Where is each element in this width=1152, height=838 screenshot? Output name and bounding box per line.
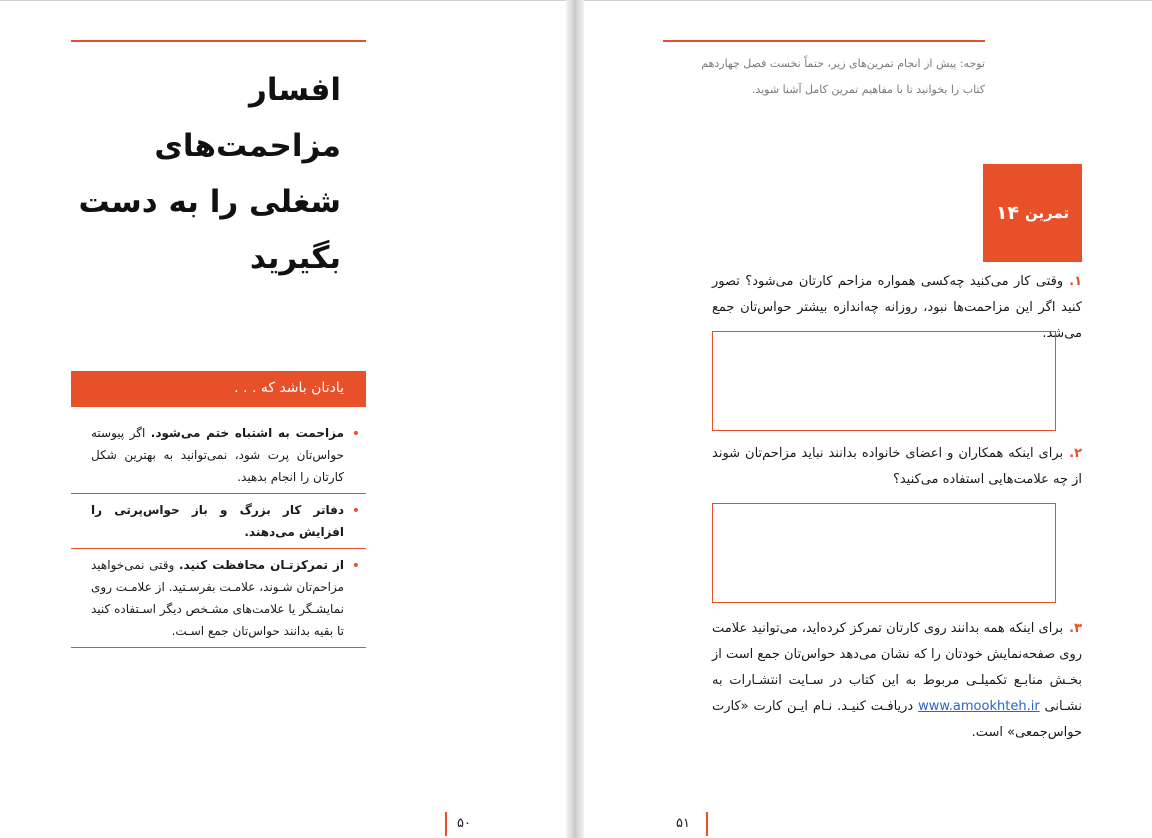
book-gutter [566, 0, 584, 838]
top-accent-rule [663, 40, 985, 42]
page-number: ۵۱ [662, 812, 708, 836]
list-item [71, 549, 366, 648]
bullet-icon: • [351, 558, 360, 574]
question-text: برای اینکه همه بدانند روی کارتان تمرکز کرده‌اید، می‌توانید علامت روی صفحه‌نمایش خودتان را که نشان می‌دهد حواس‌تان جمع است از بخـش منابـع تکمیلـی مربوط به این کتاب در سـایت انتشـارات به نشـانی [711, 621, 1082, 714]
question-3 [712, 616, 1082, 746]
bullet-icon: • [351, 426, 360, 442]
website-link[interactable]: www.amookhteh.ir [918, 699, 1040, 714]
remember-header: یادتان باشد که . . . [71, 371, 366, 407]
question-number: ۱. [1069, 274, 1082, 289]
item-text: اگر پیوسته حواس‌تان پرت شود، نمی‌توانید به بهترین شکل کارتان را انجام بدهید. [91, 426, 344, 484]
page-number: ۵۰ [445, 812, 491, 836]
question-text: وقتی کار می‌کنید چه‌کسی همواره مزاحم کارتان می‌شود؟ تصور کنید اگر این مزاحمت‌ها نبود، روزانه چه‌اندازه بیشتر حواس‌تان جمع می‌شد. [712, 274, 1082, 341]
bullet-icon: • [351, 503, 360, 519]
top-accent-rule [71, 40, 366, 42]
answer-box-2[interactable] [712, 503, 1056, 603]
right-page-edge [584, 0, 1152, 1]
exercise-badge [983, 164, 1082, 262]
left-page-edge [0, 0, 566, 1]
item-bold-text: دفاتر کار بزرگ و باز حواس‌پرتی را افزایش می‌دهند. [91, 503, 344, 539]
question-2 [712, 441, 1082, 493]
item-bold-text: از تمرکزتـان محافظت کنید. [178, 558, 344, 572]
answer-box-1[interactable] [712, 331, 1056, 431]
list-item [71, 494, 366, 549]
chapter-title: افسار مزاحمت‌های شغلی را به دست بگیرید [78, 72, 341, 276]
remember-list [71, 417, 366, 648]
question-text: برای اینکه همکاران و اعضای خانواده بدانند نباید مزاحم‌تان شوند از چه علامت‌هایی استفاده می‌کنید؟ [712, 446, 1082, 487]
question-number: ۲. [1069, 446, 1082, 461]
list-item [71, 417, 366, 494]
question-number: ۳. [1069, 621, 1082, 636]
item-bold-text: مزاحمت به اشتباه ختم می‌شود. [150, 426, 344, 440]
exercise-label: تمرین [1025, 204, 1070, 222]
exercise-note: توجه: پیش از انجام تمرین‌های زیر، حتماً نخست فصل چهاردهم کتاب را بخوانید تا با مفاهیم تمرین کامل آشنا شوید. [701, 57, 985, 96]
question-text-end: دریافـت کنیـد. نـام ایـن کارت «کارت حواس‌جمعی» است. [712, 699, 1082, 740]
item-text: وقتی نمی‌خواهید مزاحم‌تان شـوند، علامـت بفرسـتید. از علامـت روی نمایشـگر یا علامت‌های مشـخص دیگر اسـتفاده کنید تا بقیه بدانند حواس‌تان جمع اسـت. [91, 558, 344, 638]
exercise-number: ۱۴ [995, 202, 1020, 224]
